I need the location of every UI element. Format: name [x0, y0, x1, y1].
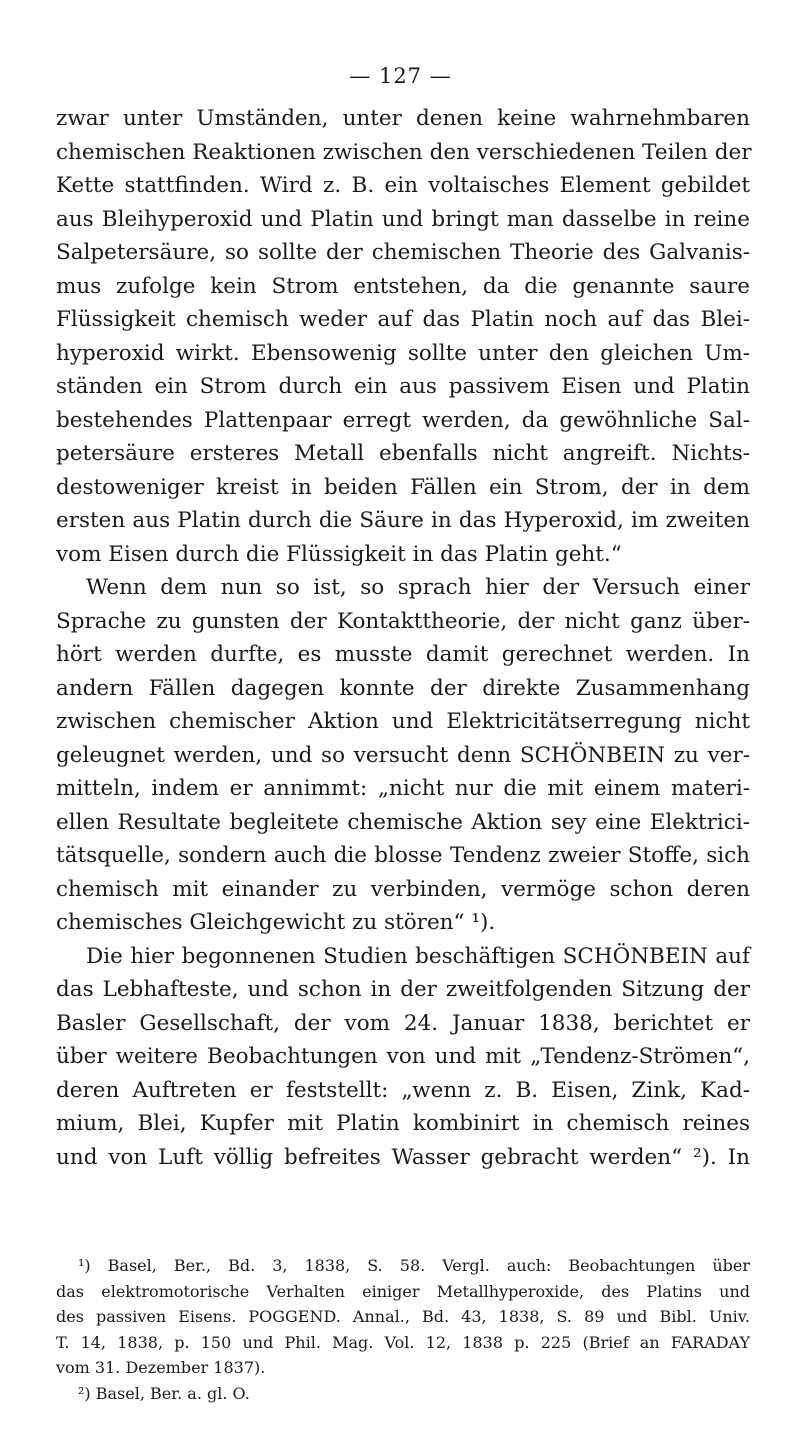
text-line: chemischen Reaktionen zwischen den verschiedenen Teilen der [56, 139, 752, 165]
text-line: bestehendes Plattenpaar erregt werden, da gewöhnliche Sal- [56, 407, 750, 433]
text-line: hört werden durfte, es musste damit gerechnet werden. In [56, 642, 750, 667]
footnote-line: das elektromotorische Verhalten einiger Metallhyperoxide, des Platins und [56, 1281, 750, 1301]
text-line: ersten aus Platin durch die Säure in das Hyperoxid, im zweiten [56, 508, 750, 533]
text-line: deren Auftreten er feststellt: „wenn z. B. Eisen, Zink, Kad- [56, 1077, 750, 1103]
paragraph-start-line: Wenn dem nun so ist, so sprach hier der Versuch einer [86, 575, 750, 600]
text-line: Kette stattfinden. Wird z. B. ein voltaisches Element gebildet [56, 173, 750, 198]
text-line: zwar unter Umständen, unter denen keine wahrnehmbaren [56, 106, 750, 131]
text-line: ständen ein Strom durch ein aus passivem Eisen und Platin [56, 374, 750, 399]
footnote-line: T. 14, 1838, p. 150 und Phil. Mag. Vol. 12, 1838 p. 225 (Brief an FARADAY [56, 1332, 750, 1352]
text-line: hyperoxid wirkt. Ebensowenig sollte unter den gleichen Um- [56, 340, 750, 366]
footnote-line: ²) Basel, Ber. a. gl. O. [78, 1383, 250, 1403]
text-line: das Lebhafteste, und schon in der zweitfolgenden Sitzung der [56, 977, 750, 1002]
text-line: chemisches Gleichgewicht zu stören“ ¹). [56, 910, 496, 935]
text-line: andern Fällen dagegen konnte der direkte Zusammenhang [56, 675, 750, 701]
text-line: mitteln, indem er annimmt: „nicht nur die mit einem materi- [56, 776, 750, 801]
text-line: mium, Blei, Kupfer mit Platin kombinirt in chemisch reines [56, 1111, 750, 1136]
footnote-line: ¹) Basel, Ber., Bd. 3, 1838, S. 58. Vergl. auch: Beobachtungen über [78, 1256, 750, 1275]
page-number: — 127 — [349, 64, 452, 88]
text-line: ellen Resultate begleitete chemische Aktion sey eine Elektrici- [56, 809, 750, 835]
text-line: über weitere Beobachtungen von und mit „Tendenz-Strömen“, [56, 1044, 750, 1069]
paragraph-start-line: Die hier begonnenen Studien beschäftigen SCHÖNBEIN auf [86, 943, 750, 969]
text-line: tätsquelle, sondern auch die blosse Tendenz zweier Stoffe, sich [56, 843, 750, 868]
text-line: zwischen chemischer Aktion und Elektricitätserregung nicht [56, 709, 750, 734]
footnote-line: vom 31. Dezember 1837). [56, 1358, 266, 1377]
body-text [56, 102, 750, 1174]
text-line: chemisch mit einander zu verbinden, vermöge schon deren [56, 876, 750, 902]
text-line: und von Luft völlig befreites Wasser gebracht werden“ ²). In [56, 1144, 750, 1170]
text-line: Flüssigkeit chemisch weder auf das Platin noch auf das Blei- [56, 307, 750, 332]
text-line: vom Eisen durch die Flüssigkeit in das Platin geht.“ [56, 541, 622, 567]
text-line: Basler Gesellschaft, der vom 24. Januar 1838, berichtet er [56, 1010, 750, 1036]
text-line: Salpetersäure, so sollte der chemischen Theorie des Galvanis- [56, 240, 750, 265]
text-line: Sprache zu gunsten der Kontakttheorie, der nicht ganz über- [56, 608, 750, 634]
text-line: aus Bleihyperoxid und Platin und bringt man dasselbe in reine [56, 206, 750, 232]
text-line: mus zufolge kein Strom entstehen, da die genannte saure [56, 273, 750, 299]
text-line: destoweniger kreist in beiden Fällen ein Strom, der in dem [56, 474, 750, 500]
footnotes [56, 1253, 750, 1406]
text-line: geleugnet werden, und so versucht denn SCHÖNBEIN zu ver- [56, 742, 750, 768]
footnote-line: des passiven Eisens. POGGEND. Annal., Bd. 43, 1838, S. 89 und Bibl. Univ. [56, 1307, 750, 1326]
text-line: petersäure ersteres Metall ebenfalls nicht angreift. Nichts- [56, 441, 750, 466]
